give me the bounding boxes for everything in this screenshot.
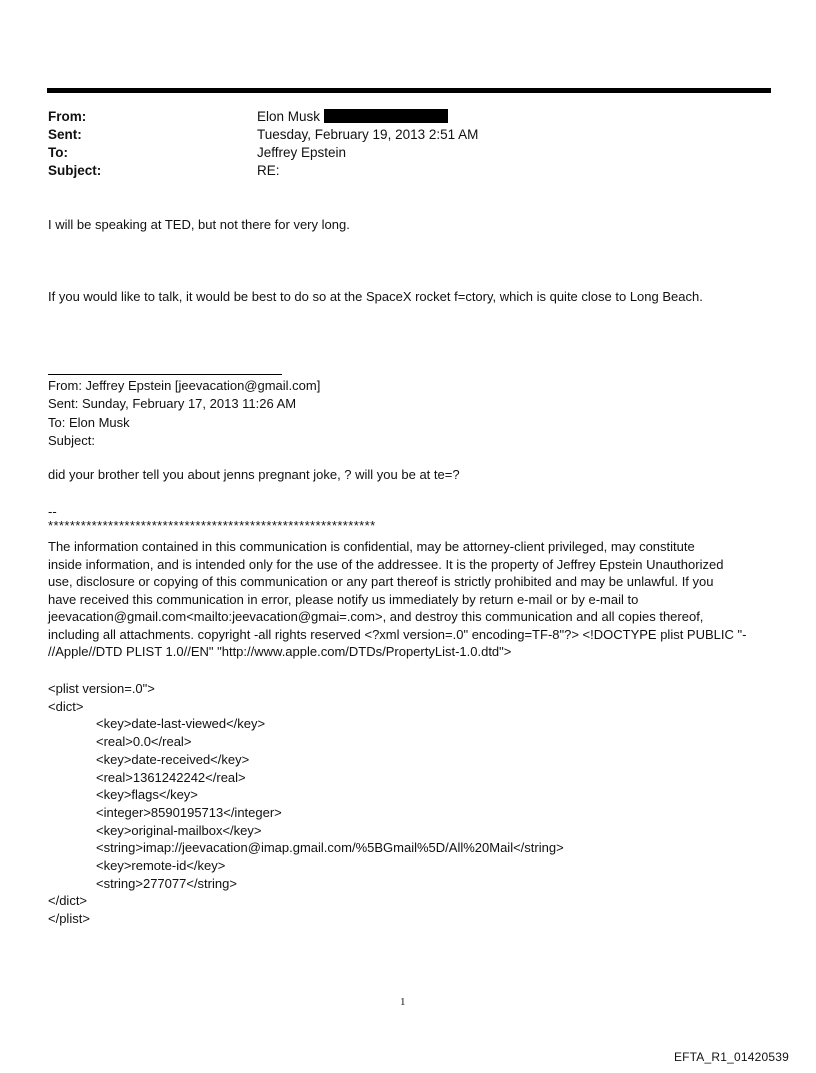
from-value: [257, 108, 768, 126]
quoted-header: [48, 377, 320, 451]
from-label: From:: [48, 109, 87, 124]
xml-entry: <key>flags</key>: [96, 787, 198, 803]
plist-xml: [48, 680, 564, 928]
document-id: EFTA_R1_01420539: [673, 1050, 789, 1064]
disclaimer-line: //Apple//DTD PLIST 1.0//EN" "http://www.apple.com/DTDs/PropertyList-1.0.dtd">: [48, 644, 512, 659]
from-row: [48, 108, 768, 126]
stars-divider: ************************************************************: [48, 518, 376, 533]
disclaimer-line: have received this communication in error, please notify us immediately by return e-mail or by e-mail to: [48, 591, 639, 607]
quoted-message: did your brother tell you about jenns pregnant joke, ? will you be at te=?: [48, 467, 460, 482]
quoted-to: To: Elon Musk: [48, 414, 130, 430]
xml-entry: <real>0.0</real>: [96, 734, 192, 750]
subject-value: RE:: [257, 163, 280, 178]
to-label: To:: [48, 145, 68, 160]
subject-row: [48, 162, 768, 180]
to-row: [48, 144, 768, 162]
xml-entry: <key>date-last-viewed</key>: [96, 716, 266, 732]
disclaimer-paragraph: [48, 538, 748, 661]
body-line-2: If you would like to talk, it would be best to do so at the SpaceX rocket f=ctory, which is quite close to Long Beach.: [48, 289, 703, 304]
dict-open-tag: <dict>: [48, 698, 84, 714]
from-name: Elon Musk: [257, 109, 321, 124]
sent-value: Tuesday, February 19, 2013 2:51 AM: [257, 127, 479, 142]
plist-open-tag: <plist version=.0">: [48, 681, 155, 696]
xml-entry: <real>1361242242</real>: [96, 769, 246, 785]
sent-row: [48, 126, 768, 144]
quoted-subject: Subject:: [48, 433, 95, 449]
xml-entry: <string>imap://jeevacation@imap.gmail.com/%5BGmail%5D/All%20Mail</string>: [96, 840, 564, 856]
disclaimer-line: use, disclosure or copying of this communication or any part thereof is strictly prohibited and may be unlawful. If you: [48, 574, 714, 589]
disclaimer-line: The information contained in this communication is confidential, may be attorney-client privileged, may constitute: [48, 539, 695, 554]
quoted-sent: Sent: Sunday, February 17, 2013 11:26 AM: [48, 396, 297, 412]
subject-label: Subject:: [48, 163, 102, 178]
to-value: Jeffrey Epstein: [257, 145, 347, 160]
sent-label: Sent:: [48, 127, 82, 142]
xml-entry: <key>date-received</key>: [96, 751, 250, 767]
disclaimer-line: inside information, and is intended only for the use of the addressee. It is the property of Jeffrey Epstein Unauthorized: [48, 556, 724, 572]
redaction-box: [324, 109, 448, 123]
xml-entry: <key>remote-id</key>: [96, 858, 226, 874]
email-header: [48, 108, 768, 180]
page-number: 1: [400, 996, 406, 1008]
reply-divider: [48, 374, 282, 375]
xml-entry: <key>original-mailbox</key>: [96, 822, 262, 838]
disclaimer-line: including all attachments. copyright -all rights reserved <?xml version=.0" encoding=TF-8"?> <!DOCTYPE plist PUBLIC "-: [48, 626, 747, 642]
body-line-1: I will be speaking at TED, but not there for very long.: [48, 217, 350, 232]
quoted-from: From: Jeffrey Epstein [jeevacation@gmail.com]: [48, 378, 321, 393]
header-rule: [47, 88, 771, 93]
dict-close-tag: </dict>: [48, 893, 88, 909]
xml-entry: <string>277077</string>: [96, 875, 237, 891]
xml-entry: <integer>8590195713</integer>: [96, 804, 282, 820]
disclaimer-line: jeevacation@gmail.com<mailto:jeevacation@gmai=.com>, and destroy this communication and all copies thereof,: [48, 609, 704, 624]
signature-dashes: --: [48, 504, 57, 519]
plist-close-tag: </plist>: [48, 911, 90, 927]
